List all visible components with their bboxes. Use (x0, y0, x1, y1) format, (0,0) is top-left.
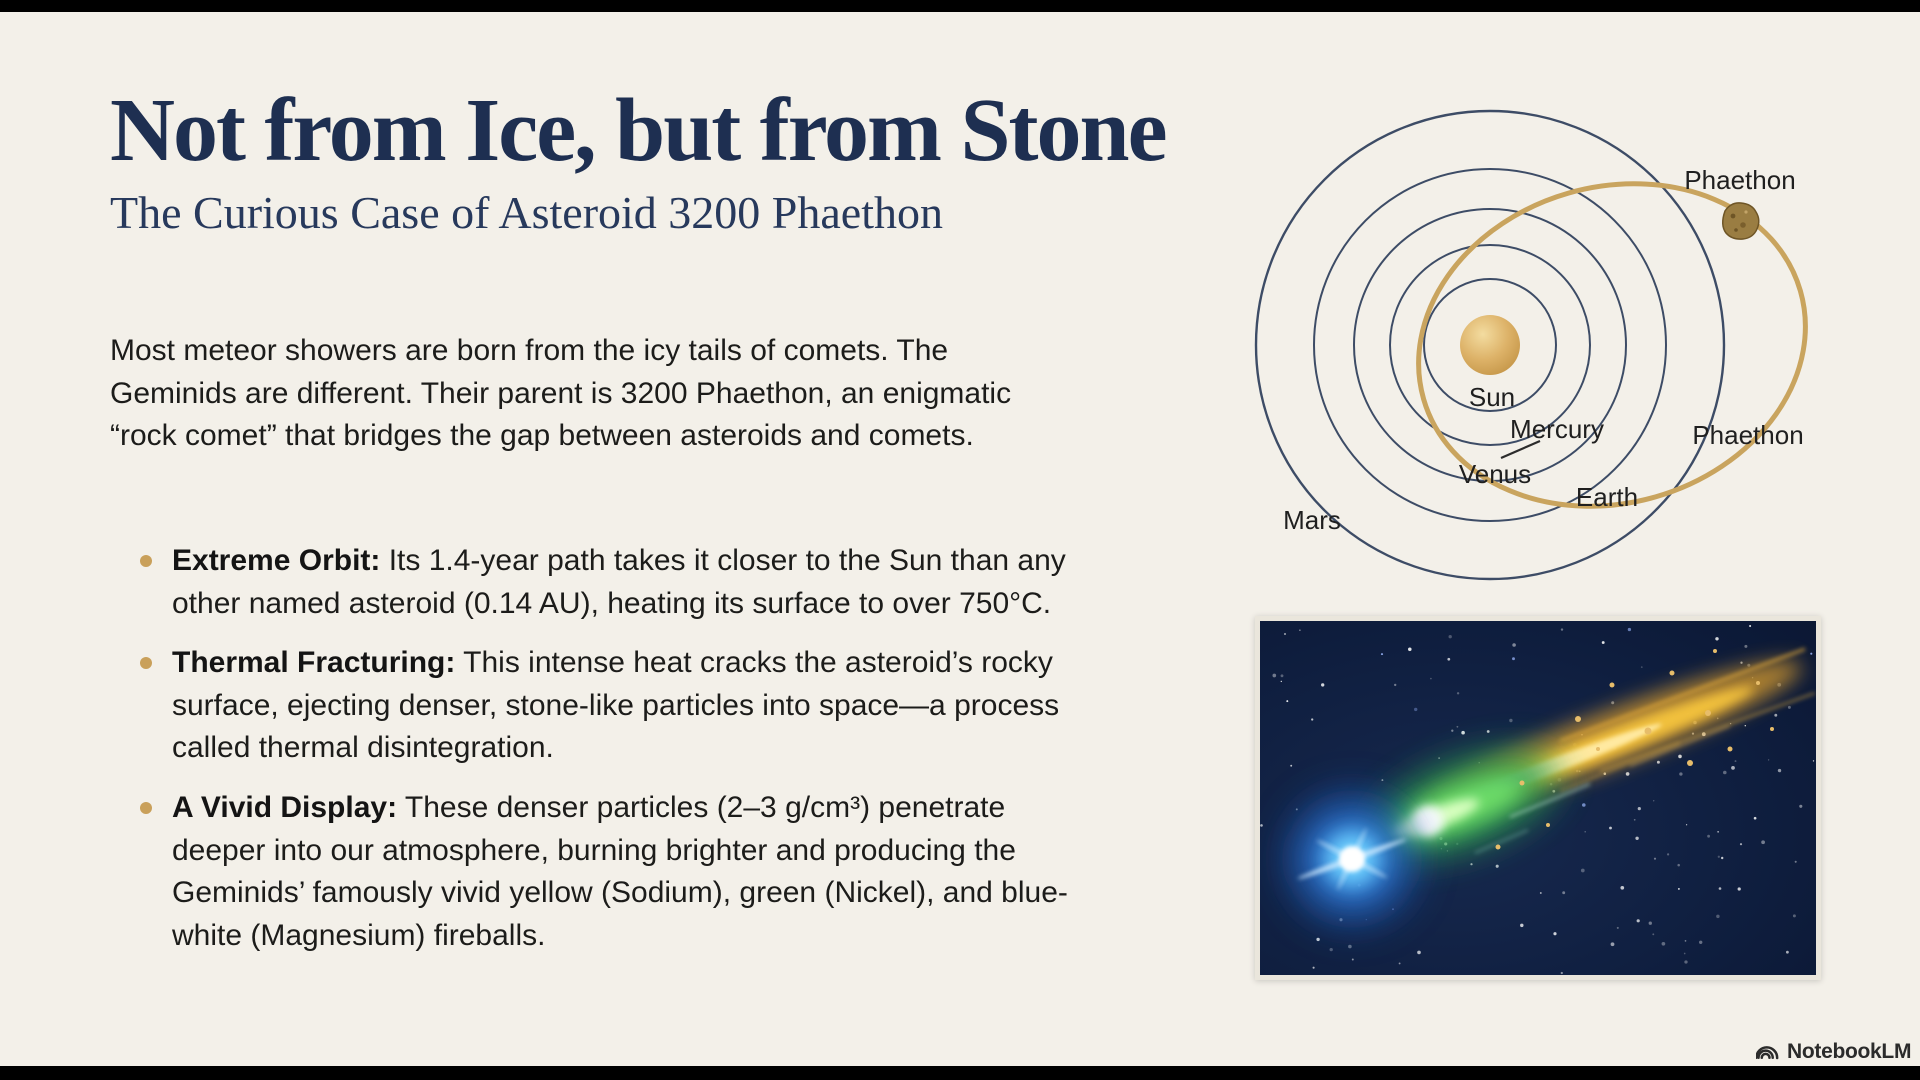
bullet-lead: Extreme Orbit: (172, 544, 381, 577)
brand-label: NotebookLM (1787, 1040, 1912, 1063)
mercury-label: Mercury (1510, 414, 1604, 444)
orbit-diagram (1240, 88, 1830, 588)
bullet-lead: A Vivid Display: (172, 790, 398, 824)
phaethon-label-right: Phaethon (1692, 420, 1804, 450)
letterbox-bottom (0, 1066, 1920, 1080)
bullet-dot (140, 555, 152, 567)
sun-label: Sun (1468, 382, 1516, 412)
list-item (138, 642, 1078, 770)
bullet-dot (140, 657, 152, 669)
sun-icon (1460, 315, 1520, 375)
page-subtitle: The Curious Case of Asteroid 3200 Phaethon (110, 186, 944, 238)
phaethon-label-top: Phaethon (1684, 165, 1796, 195)
bullet-text: Its 1.4-year path takes it closer to the Sun than any other named asteroid (0.14 AU), heating its surface to over 750°C. (172, 544, 1066, 620)
title-block (110, 81, 1230, 238)
page-title: Not from Ice, but from Stone (110, 81, 1166, 180)
list-item (138, 787, 1078, 957)
bullet-text: This intense heat cracks the asteroid’s rocky surface, ejecting denser, stone-like particles into space—a process called thermal disintegration. (172, 646, 1060, 765)
intro-paragraph: Most meteor showers are born from the icy tails of comets. The Geminids are different. Their parent is 3200 Phaethon, an enigmatic “rock comet” that bridges the gap between asteroids and comets. (110, 334, 1012, 453)
meteor-image (1255, 616, 1821, 980)
letterbox-top (0, 0, 1920, 12)
phaethon-asteroid-icon (1723, 203, 1759, 239)
earth-label: Earth (1575, 482, 1639, 512)
venus-label: Venus (1458, 459, 1532, 489)
list-item (138, 540, 1078, 625)
meteor-illustration (1260, 621, 1816, 975)
mars-label: Mars (1283, 505, 1341, 535)
notebooklm-icon (1756, 1040, 1781, 1064)
bullet-dot (140, 802, 152, 814)
notebooklm-watermark (1756, 1040, 1911, 1064)
bullet-lead: Thermal Fracturing: (172, 646, 456, 680)
bullet-text: These denser particles (2–3 g/cm³) penetrate deeper into our atmosphere, burning brighter and producing the Geminids’ famously vivid yellow (Sodium), green (Nickel), and blue-white (Magnesium) fireballs. (172, 790, 1068, 952)
bullet-list (138, 540, 1078, 974)
